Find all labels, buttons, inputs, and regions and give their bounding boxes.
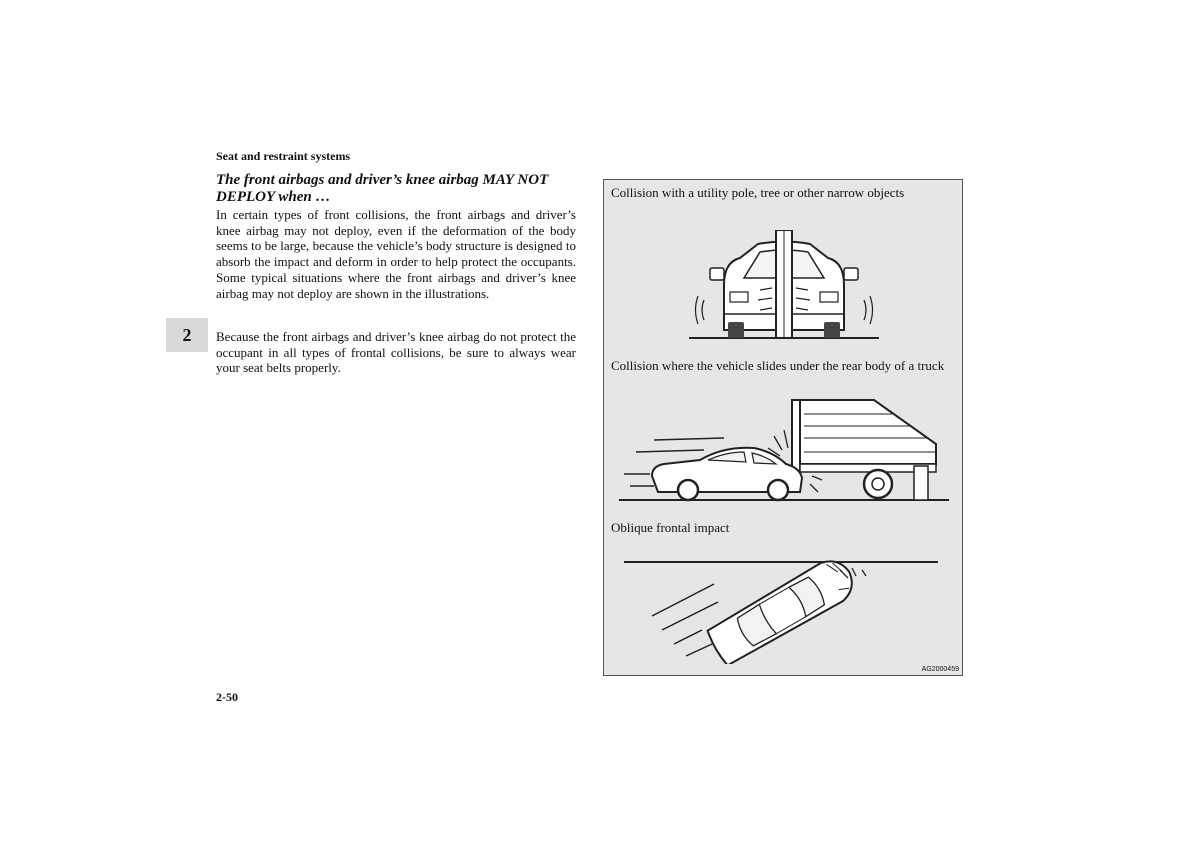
truck-underride-illustration	[614, 396, 954, 506]
pole-collision-illustration	[684, 230, 884, 350]
oblique-impact-illustration	[622, 554, 942, 664]
caption-truck-underride: Collision where the vehicle slides under the rear body of a truck	[611, 358, 945, 373]
figure-code: AG2000459	[921, 666, 959, 673]
chapter-tab	[166, 318, 208, 352]
main-heading: The front airbags and driver’s knee airbag MAY NOT DEPLOY when …	[216, 172, 549, 205]
chapter-number: 2	[182, 324, 192, 345]
section-header: Seat and restraint systems	[216, 149, 351, 163]
caption-pole-collision: Collision with a utility pole, tree or other narrow objects	[611, 185, 905, 200]
paragraph-seat-belt-warning: Because the front airbags and driver’s knee airbag do not protect the occupant in all types of frontal collisions, be sure to always wear your seat belts properly.	[216, 329, 576, 376]
illustration-panel	[603, 179, 963, 676]
caption-oblique-impact: Oblique frontal impact	[611, 520, 730, 535]
page-number: 2-50	[216, 690, 238, 704]
paragraph-deformation: In certain types of front collisions, the front airbags and driver’s knee airbag may not deploy, even if the deformation of the body seems to be large, because the vehicle’s body structure is designed to absorb the impact and deform in order to help protect the occupants. Some typical situations where the front airbags and driver’s knee airbag may not deploy are shown in the illustrations.	[216, 207, 576, 301]
